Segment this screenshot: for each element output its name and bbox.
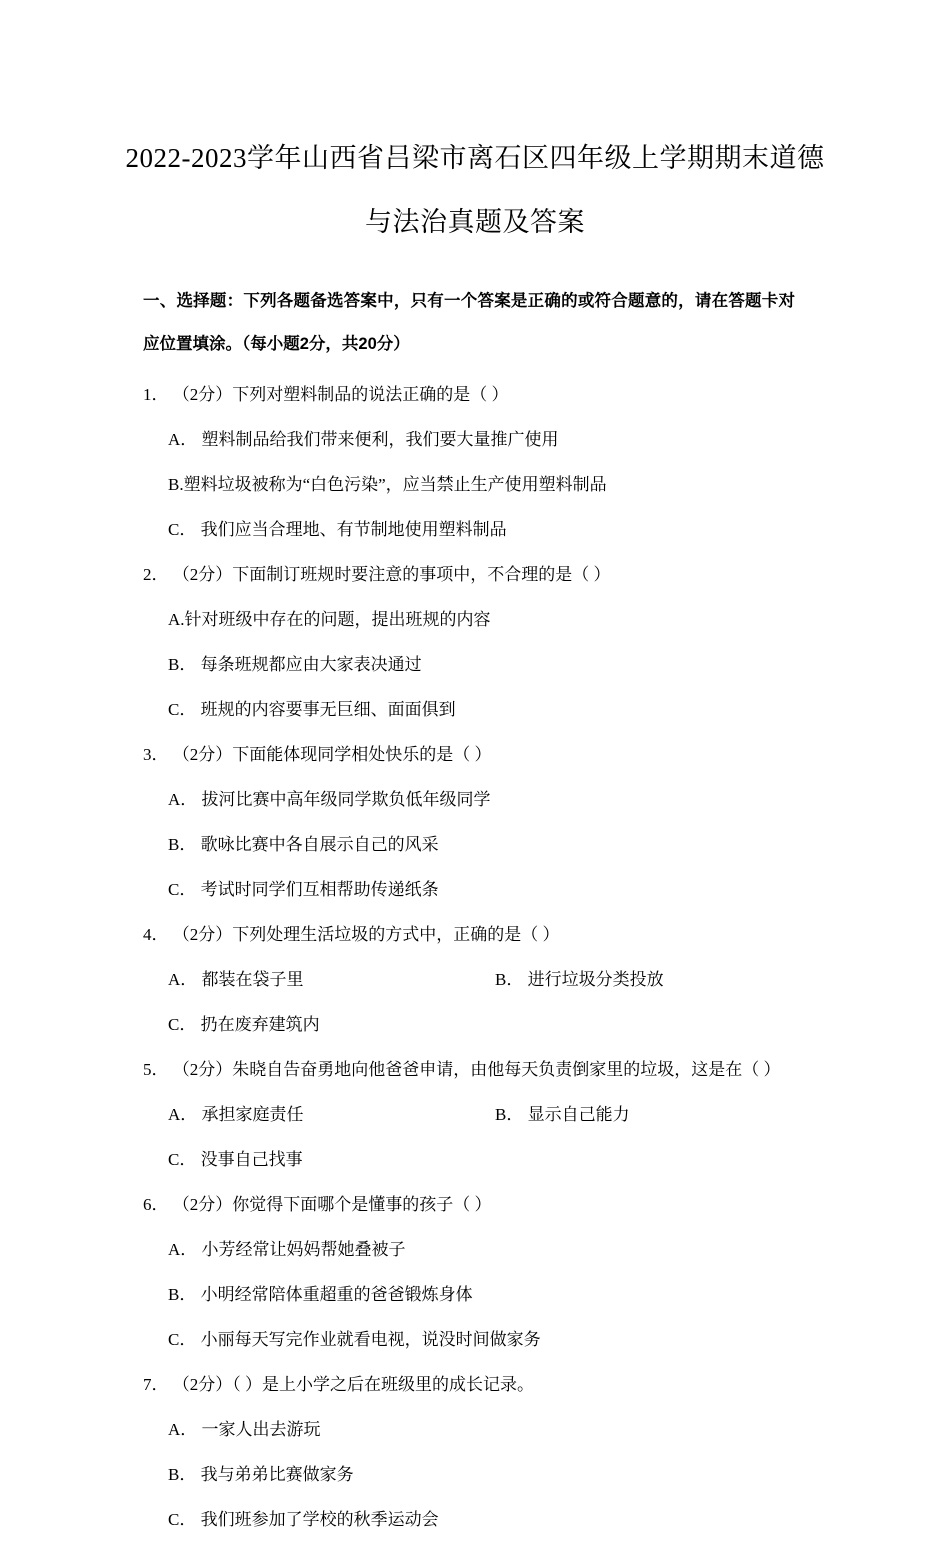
option-text: 小明经常陪体重超重的爸爸锻炼身体 xyxy=(196,1285,473,1304)
option-text: 承担家庭责任 xyxy=(197,1105,304,1124)
question xyxy=(0,1182,950,1362)
option-label: B． xyxy=(495,1105,524,1124)
option-b[interactable] xyxy=(495,1092,630,1137)
question-score: （2分） xyxy=(172,745,233,764)
option-text: 一家人出去游玩 xyxy=(197,1420,321,1439)
option-c[interactable] xyxy=(168,687,456,732)
question-text: 下列对塑料制品的说法正确的是（ ） xyxy=(232,385,509,404)
option-c[interactable] xyxy=(168,507,507,552)
option-a[interactable] xyxy=(168,1227,406,1272)
question-number: 6． xyxy=(143,1195,169,1214)
option-row xyxy=(0,957,950,1002)
option-label: A． xyxy=(168,790,198,809)
option-label: C． xyxy=(168,1510,197,1529)
option-text: 塑料垃圾被称为“白色污染”，应当禁止生产使用塑料制品 xyxy=(183,475,607,494)
option-row xyxy=(0,1407,950,1452)
question-number: 2． xyxy=(143,565,169,584)
question-number: 4． xyxy=(143,925,169,944)
option-row xyxy=(0,1317,950,1362)
option-label: C． xyxy=(168,520,197,539)
option-text: 都装在袋子里 xyxy=(197,970,304,989)
option-list xyxy=(0,597,950,732)
option-row xyxy=(0,1497,950,1542)
option-list xyxy=(0,1407,950,1542)
question xyxy=(0,1047,950,1182)
option-label: A． xyxy=(168,1240,198,1259)
option-b[interactable] xyxy=(168,642,422,687)
option-row xyxy=(0,687,950,732)
option-text: 拔河比赛中高年级同学欺负低年级同学 xyxy=(197,790,491,809)
question xyxy=(0,912,950,1047)
option-text: 塑料制品给我们带来便利，我们要大量推广使用 xyxy=(197,430,559,449)
question-score: （2分） xyxy=(172,1375,233,1394)
page-title-line-1: 2022-2023学年山西省吕梁市离石区四年级上学期期末道德 xyxy=(125,143,825,173)
option-row xyxy=(0,1137,950,1182)
question-stem xyxy=(0,552,950,597)
question-number: 5． xyxy=(143,1060,169,1079)
question-score: （2分） xyxy=(172,565,233,584)
option-c[interactable] xyxy=(168,1137,303,1182)
option-row xyxy=(0,597,950,642)
option-label: C． xyxy=(168,1330,197,1349)
question-stem xyxy=(0,1362,950,1407)
option-text: 显示自己能力 xyxy=(523,1105,630,1124)
option-list xyxy=(0,417,950,552)
option-c[interactable] xyxy=(168,867,439,912)
option-a[interactable] xyxy=(168,597,491,642)
option-row xyxy=(0,1227,950,1272)
page-title-line-2: 与法治真题及答案 xyxy=(365,207,585,237)
question-text: 下面制订班规时要注意的事项中，不合理的是（ ） xyxy=(232,565,611,584)
question-score: （2分） xyxy=(172,385,233,404)
option-label: C． xyxy=(168,1015,197,1034)
option-row xyxy=(0,1272,950,1317)
option-label: B． xyxy=(168,655,197,674)
question-score: （2分） xyxy=(172,925,233,944)
option-text: 扔在废弃建筑内 xyxy=(196,1015,320,1034)
option-row xyxy=(0,822,950,867)
option-text: 进行垃圾分类投放 xyxy=(523,970,664,989)
option-list xyxy=(0,957,950,1047)
question-stem xyxy=(0,1182,950,1227)
option-text: 班规的内容要事无巨细、面面俱到 xyxy=(196,700,456,719)
option-label: A. xyxy=(168,610,185,629)
question xyxy=(0,732,950,912)
option-row xyxy=(0,1092,950,1137)
option-row xyxy=(0,867,950,912)
question-stem xyxy=(0,912,950,957)
option-row xyxy=(0,777,950,822)
option-text: 考试时同学们互相帮助传递纸条 xyxy=(196,880,439,899)
option-a[interactable] xyxy=(168,1092,495,1137)
option-row xyxy=(0,1002,950,1047)
section-instruction: 一、选择题：下列各题备选答案中，只有一个答案是正确的或符合题意的，请在答题卡对应位置填涂。（每小题2分，共20分） xyxy=(143,292,795,353)
question-text: 下面能体现同学相处快乐的是（ ） xyxy=(232,745,492,764)
option-c[interactable] xyxy=(168,1497,439,1542)
question-stem xyxy=(0,732,950,777)
page-title xyxy=(0,126,950,254)
option-text: 我与弟弟比赛做家务 xyxy=(196,1465,354,1484)
option-a[interactable] xyxy=(168,957,495,1002)
option-text: 我们应当合理地、有节制地使用塑料制品 xyxy=(196,520,507,539)
option-text: 针对班级中存在的问题，提出班规的内容 xyxy=(184,610,491,629)
question-stem xyxy=(0,1047,950,1092)
option-c[interactable] xyxy=(168,1002,320,1047)
question xyxy=(0,1362,950,1542)
option-row xyxy=(0,642,950,687)
question-score: （2分） xyxy=(172,1060,233,1079)
option-label: C． xyxy=(168,880,197,899)
option-label: C． xyxy=(168,1150,197,1169)
option-c[interactable] xyxy=(168,1317,541,1362)
option-row xyxy=(0,417,950,462)
question-text: （ ）是上小学之后在班级里的成长记录。 xyxy=(232,1375,534,1394)
question-list xyxy=(0,366,950,1542)
option-b[interactable] xyxy=(168,462,607,507)
option-b[interactable] xyxy=(168,822,439,867)
option-text: 歌咏比赛中各自展示自己的风采 xyxy=(196,835,439,854)
option-a[interactable] xyxy=(168,1407,321,1452)
question-score: （2分） xyxy=(172,1195,233,1214)
option-text: 没事自己找事 xyxy=(196,1150,303,1169)
option-a[interactable] xyxy=(168,777,491,822)
option-b[interactable] xyxy=(168,1272,473,1317)
option-b[interactable] xyxy=(495,957,664,1002)
option-label: B. xyxy=(168,475,184,494)
option-label: B． xyxy=(168,1465,197,1484)
question-text: 下列处理生活垃圾的方式中，正确的是（ ） xyxy=(232,925,560,944)
option-list xyxy=(0,1227,950,1362)
option-text: 小丽每天写完作业就看电视，说没时间做家务 xyxy=(196,1330,541,1349)
question xyxy=(0,552,950,732)
question-number: 1． xyxy=(143,385,169,404)
option-text: 我们班参加了学校的秋季运动会 xyxy=(196,1510,439,1529)
option-row xyxy=(0,1452,950,1497)
option-b[interactable] xyxy=(168,1452,354,1497)
option-label: A． xyxy=(168,430,198,449)
option-list xyxy=(0,1092,950,1182)
top-margin-spacer xyxy=(0,0,950,126)
option-text: 每条班规都应由大家表决通过 xyxy=(196,655,422,674)
question-text: 你觉得下面哪个是懂事的孩子（ ） xyxy=(232,1195,492,1214)
option-label: B． xyxy=(168,835,197,854)
option-row xyxy=(0,462,950,507)
question-number: 7． xyxy=(143,1375,169,1394)
question-text: 朱晓自告奋勇地向他爸爸申请，由他每天负责倒家里的垃圾，这是在（ ） xyxy=(232,1060,781,1079)
question-stem xyxy=(0,372,950,417)
option-label: B． xyxy=(168,1285,197,1304)
option-text: 小芳经常让妈妈帮她叠被子 xyxy=(197,1240,406,1259)
option-label: A． xyxy=(168,970,198,989)
option-label: B． xyxy=(495,970,524,989)
option-a[interactable] xyxy=(168,417,559,462)
question xyxy=(0,372,950,552)
option-list xyxy=(0,777,950,912)
option-label: A． xyxy=(168,1105,198,1124)
option-label: A． xyxy=(168,1420,198,1439)
question-number: 3． xyxy=(143,745,169,764)
option-label: C． xyxy=(168,700,197,719)
option-row xyxy=(0,507,950,552)
